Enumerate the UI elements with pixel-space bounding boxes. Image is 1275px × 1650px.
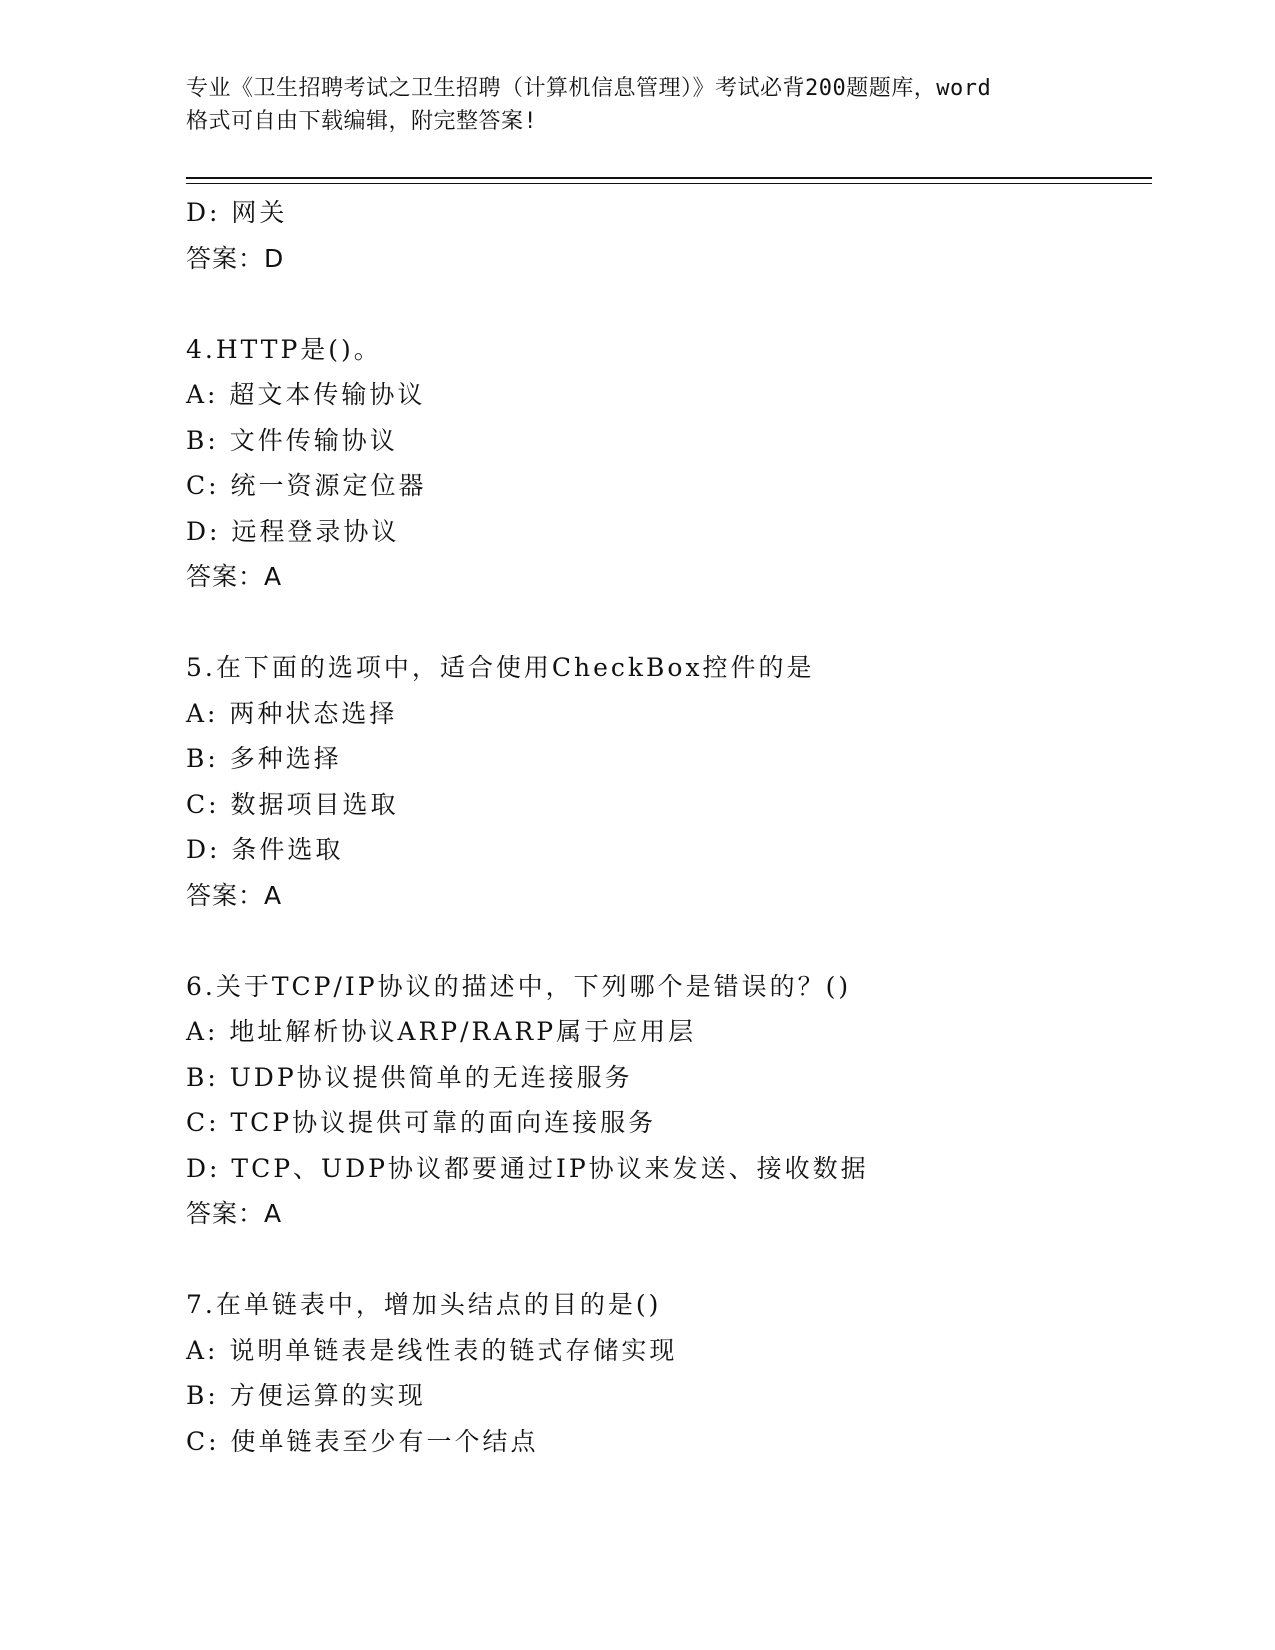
answer-line: 答案：A (186, 880, 283, 910)
header-line-1: 专业《卫生招聘考试之卫生招聘（计算机信息管理）》考试必背200题题库，word (186, 76, 992, 101)
question-stem: 4.HTTP是()。 (186, 334, 382, 364)
option-c: C: 统一资源定位器 (186, 471, 427, 500)
question-block-7 (186, 1282, 1152, 1464)
header-line-2: 格式可自由下载编辑，附完整答案! (186, 109, 538, 134)
question-block-partial (186, 190, 1152, 281)
question-stem: 7.在单链表中，增加头结点的目的是() (186, 1290, 662, 1319)
answer-line: 答案：A (186, 562, 283, 591)
option-a: A: 地址解析协议ARP/RARP属于应用层 (186, 1017, 697, 1046)
option-a: A: 超文本传输协议 (186, 380, 426, 409)
option-d: D: 远程登录协议 (186, 516, 400, 546)
option-b: B: UDP协议提供简单的无连接服务 (186, 1062, 633, 1092)
header-divider (186, 177, 1152, 179)
question-block-5 (186, 645, 1152, 918)
option-b: B: 文件传输协议 (186, 425, 398, 455)
option-b: B: 方便运算的实现 (186, 1381, 426, 1410)
option-b: B: 多种选择 (186, 744, 342, 773)
option-d: D: 网关 (186, 198, 288, 227)
option-c: C: 数据项目选取 (186, 789, 399, 819)
option-d: D: 条件选取 (186, 835, 344, 864)
question-block-6 (186, 964, 1152, 1237)
header-divider-thin (186, 183, 1152, 184)
answer-line: 答案：D (186, 243, 285, 273)
document-header (186, 72, 1106, 138)
answer-line: 答案：A (186, 1199, 283, 1228)
question-block-4 (186, 327, 1152, 600)
question-stem: 5.在下面的选项中，适合使用CheckBox控件的是 (186, 653, 815, 682)
option-c: C: TCP协议提供可靠的面向连接服务 (186, 1108, 657, 1137)
option-a: A: 说明单链表是线性表的链式存储实现 (186, 1335, 678, 1365)
option-a: A: 两种状态选择 (186, 698, 398, 728)
question-list (186, 190, 1152, 1464)
option-c: C: 使单链表至少有一个结点 (186, 1426, 539, 1456)
option-d: D: TCP、UDP协议都要通过IP协议来发送、接收数据 (186, 1153, 869, 1183)
question-stem: 6.关于TCP/IP协议的描述中，下列哪个是错误的？() (186, 971, 852, 1001)
